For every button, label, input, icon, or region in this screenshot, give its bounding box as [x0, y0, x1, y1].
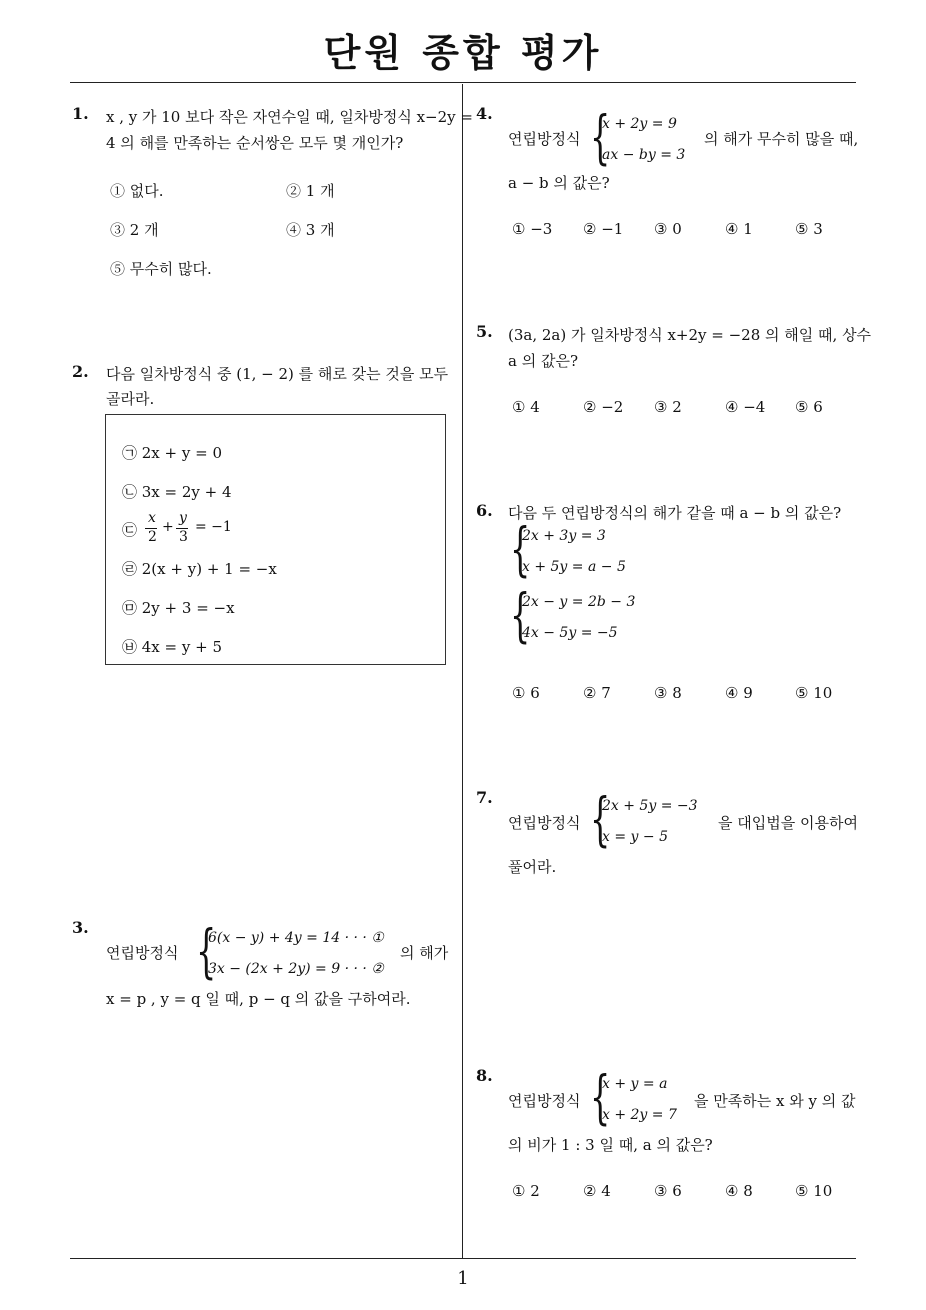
question-text: x = p , y = q 일 때, p − q 의 값을 구하여라. — [106, 990, 411, 1008]
equation: x + 2y = 7 — [602, 1107, 677, 1123]
option[interactable]: ② 1 개 — [286, 182, 335, 200]
option[interactable]: ④ 9 — [725, 684, 753, 702]
brace: { — [510, 581, 531, 649]
question-number: 3. — [72, 918, 89, 937]
option[interactable]: ① 2 — [512, 1182, 540, 1200]
question-number: 5. — [476, 322, 493, 341]
question-text: x , y 가 10 보다 작은 자연수일 때, 일차방정식 x−2y = — [106, 108, 473, 126]
page-title: 단원 종합 평가 — [323, 31, 603, 75]
question-number: 2. — [72, 362, 89, 381]
option[interactable]: ① −3 — [512, 220, 553, 238]
option[interactable]: ② −1 — [583, 220, 624, 238]
choice-item: ㉠ 2x + y = 0 — [122, 444, 222, 462]
equation: 2x − y = 2b − 3 — [522, 594, 636, 610]
equation-system — [510, 515, 670, 584]
option[interactable]: ④ 3 개 — [286, 221, 335, 239]
choice-item: ㉡ 3x = 2y + 4 — [122, 483, 232, 501]
option[interactable]: ⑤ 무수히 많다. — [110, 260, 212, 278]
brace: { — [590, 785, 611, 853]
equation: 6(x − y) + 4y = 14 · · · ① — [208, 930, 384, 946]
question-text: 연립방정식 — [508, 1092, 581, 1110]
question-text: a − b 의 값은? — [508, 174, 610, 192]
choice-item: ㉣ 2(x + y) + 1 = −x — [122, 560, 277, 578]
question-text: 을 대입법을 이용하여 — [718, 814, 858, 832]
option[interactable]: ③ 2 — [654, 398, 682, 416]
question-number: 7. — [476, 788, 493, 807]
equation: 3x − (2x + 2y) = 9 · · · ② — [208, 961, 384, 977]
question-text: 을 만족하는 x 와 y 의 값 — [694, 1092, 856, 1110]
choice-item: ㉤ 2y + 3 = −x — [122, 599, 235, 617]
frac-num: x — [148, 510, 156, 526]
question-text: 풀어라. — [508, 858, 557, 876]
question-number: 4. — [476, 104, 493, 123]
page-number: 1 — [457, 1268, 469, 1289]
equation: x = y − 5 — [602, 829, 668, 845]
question-text: 다음 일차방정식 중 (1, − 2) 를 해로 갖는 것을 모두 — [106, 365, 449, 383]
option[interactable]: ① 없다. — [110, 182, 164, 200]
brace: { — [196, 917, 217, 985]
question-text: 연립방정식 — [106, 944, 179, 962]
question-text: 의 해가 — [400, 944, 449, 962]
equation: 4x − 5y = −5 — [522, 625, 618, 641]
option[interactable]: ⑤ 3 — [795, 220, 823, 238]
equation-system — [590, 103, 700, 172]
equation-system — [590, 785, 710, 854]
frac-den: 3 — [179, 529, 188, 545]
question-text: 의 비가 1 : 3 일 때, a 의 값은? — [508, 1136, 713, 1154]
equation: 2x + 5y = −3 — [602, 798, 698, 814]
bottom-rule — [70, 1258, 856, 1259]
frac-num: y — [179, 510, 187, 526]
question-text: 골라라. — [106, 390, 155, 408]
option[interactable]: ① 4 — [512, 398, 540, 416]
fraction-expression — [145, 510, 245, 550]
option[interactable]: ② −2 — [583, 398, 624, 416]
question-text: 연립방정식 — [508, 130, 581, 148]
choice-item: ㉥ 4x = y + 5 — [122, 638, 222, 656]
option[interactable]: ④ 8 — [725, 1182, 753, 1200]
frac-plus: + — [162, 519, 174, 535]
top-rule — [70, 82, 856, 83]
question-text: 연립방정식 — [508, 814, 581, 832]
question-text: (3a, 2a) 가 일차방정식 x+2y = −28 의 해일 때, 상수 — [508, 326, 872, 344]
question-text: 4 의 해를 만족하는 순서쌍은 모두 몇 개인가? — [106, 134, 404, 152]
option[interactable]: ③ 2 개 — [110, 221, 159, 239]
option[interactable]: ② 4 — [583, 1182, 611, 1200]
question-number: 8. — [476, 1066, 493, 1085]
brace: { — [590, 1063, 611, 1131]
brace: { — [510, 515, 531, 583]
equation: x + 5y = a − 5 — [522, 559, 626, 575]
equation: ax − by = 3 — [602, 147, 686, 163]
option[interactable]: ③ 8 — [654, 684, 682, 702]
frac-den: 2 — [148, 529, 157, 545]
option[interactable]: ③ 0 — [654, 220, 682, 238]
question-text: 의 해가 무수히 많을 때, — [704, 130, 859, 148]
choice-item: ㉢ — [122, 521, 138, 539]
frac-rest: = −1 — [195, 519, 232, 535]
equation: x + 2y = 9 — [602, 116, 677, 132]
option[interactable]: ⑤ 10 — [795, 1182, 833, 1200]
option[interactable]: ③ 6 — [654, 1182, 682, 1200]
option[interactable]: ⑤ 6 — [795, 398, 823, 416]
equation: x + y = a — [602, 1076, 668, 1092]
equation-system — [590, 1063, 690, 1132]
option[interactable]: ② 7 — [583, 684, 611, 702]
equation: 2x + 3y = 3 — [522, 528, 606, 544]
question-text: a 의 값은? — [508, 352, 578, 370]
option[interactable]: ④ 1 — [725, 220, 753, 238]
equation-system — [510, 581, 670, 650]
equation-system — [196, 917, 396, 986]
column-divider — [462, 84, 463, 1258]
option[interactable]: ④ −4 — [725, 398, 766, 416]
question-number: 6. — [476, 501, 493, 520]
question-number: 1. — [72, 104, 89, 123]
option[interactable]: ① 6 — [512, 684, 540, 702]
brace: { — [590, 103, 611, 171]
option[interactable]: ⑤ 10 — [795, 684, 833, 702]
question-text: 다음 두 연립방정식의 해가 같을 때 a − b 의 값은? — [508, 504, 842, 522]
